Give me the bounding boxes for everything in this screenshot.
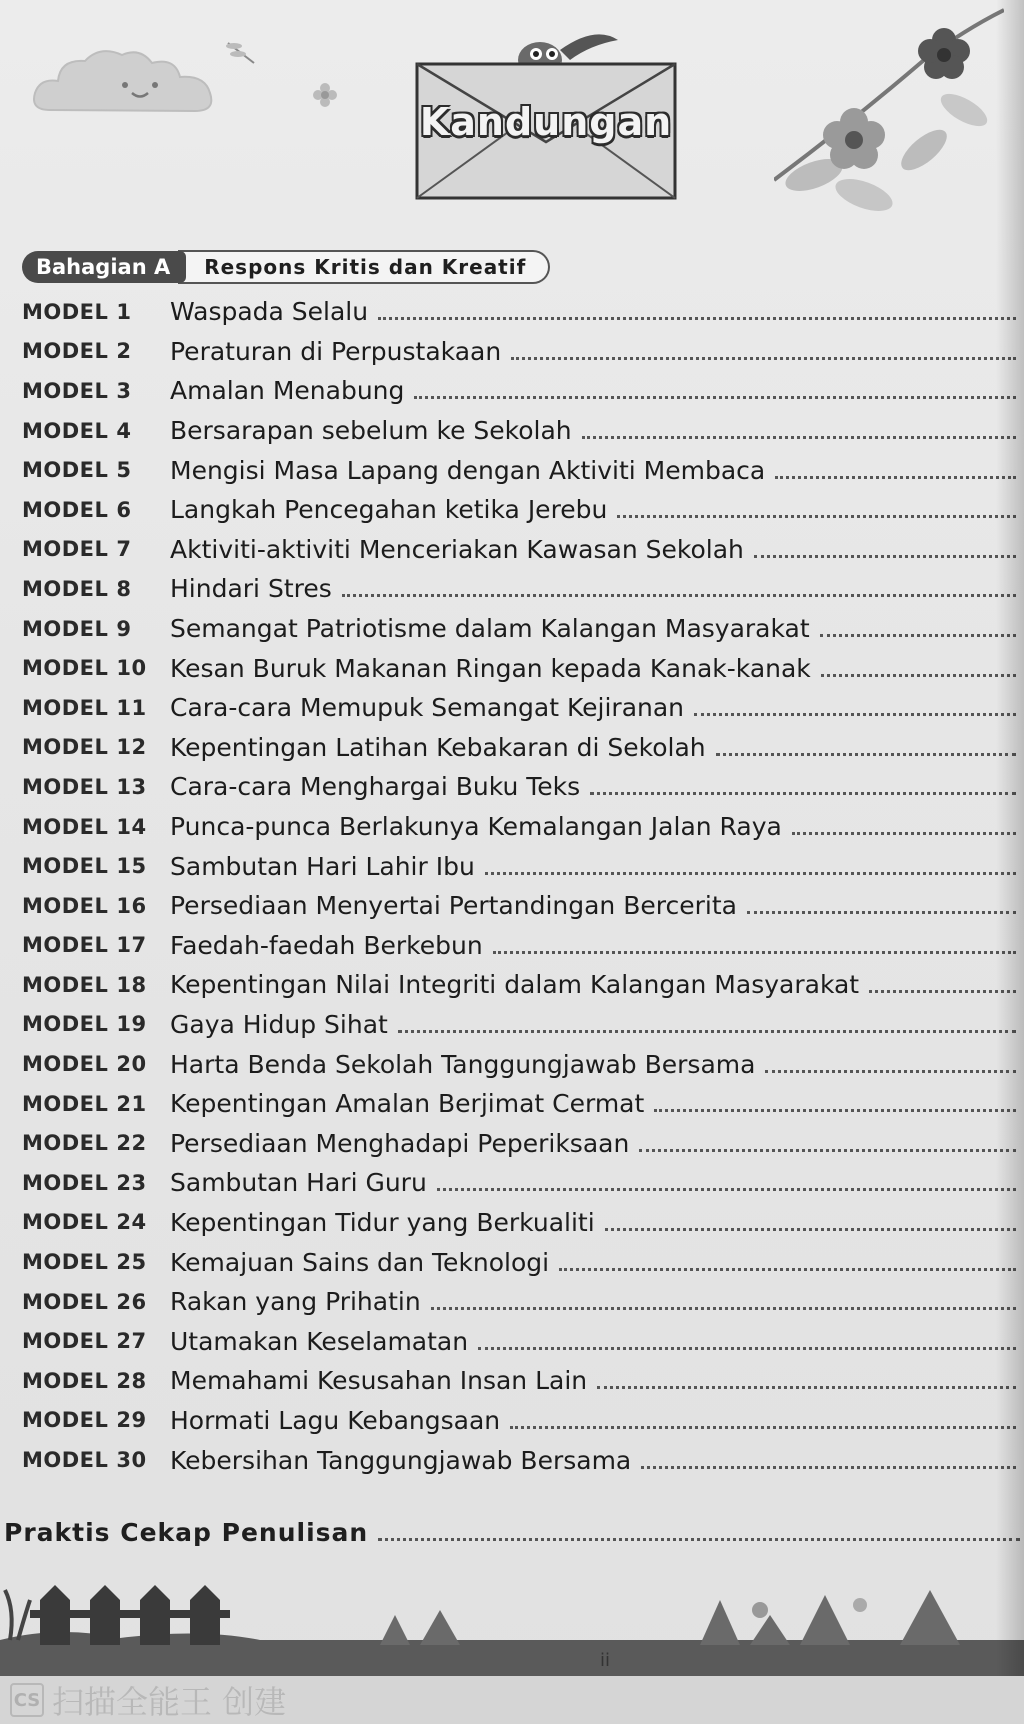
model-prefix: MODEL (22, 1329, 109, 1354)
entry-line (170, 574, 1016, 603)
model-prefix: MODEL (22, 299, 109, 324)
toc-entry (0, 569, 1024, 609)
model-prefix: MODEL (22, 576, 109, 601)
model-num: 11 (116, 695, 147, 720)
model-prefix: MODEL (22, 1289, 109, 1314)
entry-line (170, 931, 1016, 960)
dot-leader (716, 753, 1016, 756)
entry-title: Langkah Pencegahan ketika Jerebu (170, 495, 608, 525)
entry-line (170, 297, 1016, 326)
entry-title: Rakan yang Prihatin (170, 1287, 421, 1317)
model-num: 22 (116, 1131, 147, 1156)
dot-leader (511, 357, 1016, 360)
model-number (22, 1408, 172, 1432)
entry-title: Punca-punca Berlakunya Kemalangan Jalan Raya (170, 812, 782, 842)
entry-line (170, 535, 1016, 564)
model-num: 20 (116, 1052, 147, 1077)
entry-title: Bersarapan sebelum ke Sekolah (170, 416, 572, 446)
model-num: 27 (116, 1329, 147, 1354)
model-number (22, 1092, 172, 1116)
model-num: 9 (116, 616, 132, 641)
entry-title: Aktiviti-aktiviti Menceriakan Kawasan Sekolah (170, 534, 744, 564)
dragonfly-icon (220, 38, 260, 68)
model-number (22, 973, 172, 997)
model-num: 26 (116, 1289, 147, 1314)
model-number (22, 1131, 172, 1155)
model-num: 21 (116, 1091, 147, 1116)
entry-title: Cara-cara Memupuk Semangat Kejiranan (170, 693, 685, 723)
entry-line (170, 1168, 1016, 1197)
cloud-icon (30, 45, 220, 120)
toc-entry (0, 1005, 1024, 1045)
entry-title: Hormati Lagu Kebangsaan (170, 1405, 501, 1435)
toc-entry (0, 1440, 1024, 1480)
toc-entry (0, 411, 1024, 451)
model-prefix: MODEL (22, 1052, 109, 1077)
dot-leader (398, 1030, 1016, 1033)
entry-title: Persediaan Menyertai Pertandingan Bercerita (170, 891, 737, 921)
entry-line (170, 970, 1016, 999)
toc-entry (0, 450, 1024, 490)
model-num: 25 (116, 1250, 147, 1275)
entry-title: Kemajuan Sains dan Teknologi (170, 1247, 550, 1277)
toc-entry (0, 1282, 1024, 1322)
entry-line (170, 614, 1016, 643)
toc-entry (0, 1163, 1024, 1203)
entry-title: Sambutan Hari Guru (170, 1168, 427, 1198)
model-num: 15 (116, 854, 147, 879)
dot-leader (378, 317, 1016, 320)
entry-title: Faedah-faedah Berkebun (170, 930, 483, 960)
model-number (22, 696, 172, 720)
model-num: 14 (116, 814, 147, 839)
entry-line (170, 416, 1016, 445)
toc-entry (0, 1321, 1024, 1361)
entry-line (170, 337, 1016, 366)
dot-leader (605, 1228, 1016, 1231)
dot-leader (821, 674, 1016, 677)
dot-leader (617, 515, 1016, 518)
toc-entry (0, 609, 1024, 649)
model-num: 7 (116, 537, 132, 562)
model-number (22, 1210, 172, 1234)
entry-line (170, 772, 1016, 801)
model-number (22, 1329, 172, 1353)
entry-line (170, 1406, 1016, 1435)
model-prefix: MODEL (22, 378, 109, 403)
model-number (22, 537, 172, 561)
model-number (22, 775, 172, 799)
entry-line (170, 852, 1016, 881)
entry-line (170, 693, 1016, 722)
model-num: 5 (116, 458, 132, 483)
model-prefix: MODEL (22, 497, 109, 522)
model-number (22, 498, 172, 522)
dot-leader (641, 1466, 1016, 1469)
fence-grass-decoration (0, 1570, 1024, 1680)
dot-leader (869, 990, 1016, 993)
model-num: 3 (116, 378, 132, 403)
entry-line (170, 1129, 1016, 1158)
entry-title: Hindari Stres (170, 574, 332, 604)
toc-entry (0, 926, 1024, 966)
toc-entry (0, 728, 1024, 768)
model-prefix: MODEL (22, 735, 109, 760)
model-num: 16 (116, 893, 147, 918)
final-entry-title: Praktis Cekap Penulisan (4, 1517, 369, 1547)
entry-title: Amalan Menabung (170, 376, 405, 406)
dot-leader (754, 555, 1016, 558)
dot-leader (559, 1268, 1016, 1271)
entry-line (170, 376, 1016, 405)
model-prefix: MODEL (22, 814, 109, 839)
model-num: 1 (116, 299, 132, 324)
flower-branch-icon (774, 0, 1004, 230)
model-number (22, 1369, 172, 1393)
toc-list (0, 292, 1024, 1480)
model-number (22, 577, 172, 601)
model-number (22, 419, 172, 443)
toc-entry (0, 1242, 1024, 1282)
dot-leader (493, 951, 1016, 954)
model-prefix: MODEL (22, 1408, 109, 1433)
entry-title: Cara-cara Menghargai Buku Teks (170, 772, 581, 802)
model-num: 19 (116, 1012, 147, 1037)
model-number (22, 1448, 172, 1472)
section-tag: Bahagian A (22, 251, 186, 283)
toc-entry (0, 292, 1024, 332)
dot-leader (431, 1307, 1016, 1310)
dot-leader (510, 1426, 1016, 1429)
entry-title: Kepentingan Tidur yang Berkualiti (170, 1207, 595, 1237)
entry-title: Sambutan Hari Lahir Ibu (170, 851, 475, 881)
camscanner-logo-icon: CS (10, 1683, 44, 1717)
model-num: 12 (116, 735, 147, 760)
model-num: 30 (116, 1448, 147, 1473)
model-prefix: MODEL (22, 933, 109, 958)
toc-entry (0, 965, 1024, 1005)
model-num: 13 (116, 774, 147, 799)
entry-title: Mengisi Masa Lapang dengan Aktiviti Membaca (170, 455, 766, 485)
entry-line (170, 1010, 1016, 1039)
model-number (22, 894, 172, 918)
model-prefix: MODEL (22, 1012, 109, 1037)
dot-leader (639, 1149, 1016, 1152)
dot-leader (414, 396, 1016, 399)
entry-title: Memahami Kesusahan Insan Lain (170, 1366, 588, 1396)
model-prefix: MODEL (22, 339, 109, 364)
model-number (22, 1250, 172, 1274)
entry-line (170, 1446, 1016, 1475)
model-num: 24 (116, 1210, 147, 1235)
dot-leader (765, 1070, 1016, 1073)
model-number (22, 1171, 172, 1195)
toc-entry (0, 1084, 1024, 1124)
model-prefix: MODEL (22, 616, 109, 641)
entry-title: Semangat Patriotisme dalam Kalangan Masyarakat (170, 614, 810, 644)
model-prefix: MODEL (22, 1131, 109, 1156)
model-num: 28 (116, 1368, 147, 1393)
model-num: 10 (116, 656, 147, 681)
section-header (22, 250, 550, 284)
scanner-watermark (10, 1680, 286, 1720)
entry-line (170, 495, 1016, 524)
entry-line (170, 1366, 1016, 1395)
model-number (22, 735, 172, 759)
toc-entry (0, 332, 1024, 372)
dot-leader (792, 832, 1016, 835)
page-title: Kandungan (419, 100, 673, 144)
model-number (22, 1012, 172, 1036)
entry-line (170, 1089, 1016, 1118)
toc-entry (0, 490, 1024, 530)
model-prefix: MODEL (22, 893, 109, 918)
entry-title: Kesan Buruk Makanan Ringan kepada Kanak-kanak (170, 653, 811, 683)
model-number (22, 339, 172, 363)
model-prefix: MODEL (22, 1091, 109, 1116)
toc-entry (0, 1401, 1024, 1441)
model-number (22, 617, 172, 641)
toc-entry (0, 1123, 1024, 1163)
model-num: 2 (116, 339, 132, 364)
model-number (22, 656, 172, 680)
model-number (22, 300, 172, 324)
toc-entry (0, 767, 1024, 807)
model-num: 8 (116, 576, 132, 601)
entry-line (170, 1287, 1016, 1316)
section-label: Respons Kritis dan Kreatif (178, 250, 550, 284)
entry-title: Kepentingan Latihan Kebakaran di Sekolah (170, 732, 706, 762)
model-number (22, 854, 172, 878)
model-number (22, 815, 172, 839)
dot-leader (485, 872, 1016, 875)
page-edge-shadow (996, 0, 1024, 1724)
model-number (22, 1052, 172, 1076)
dot-leader (342, 594, 1016, 597)
model-number (22, 458, 172, 482)
page-number: ii (600, 1650, 611, 1671)
entry-title: Utamakan Keselamatan (170, 1326, 469, 1356)
toc-entry (0, 688, 1024, 728)
model-prefix: MODEL (22, 1448, 109, 1473)
entry-title: Gaya Hidup Sihat (170, 1009, 388, 1039)
model-num: 18 (116, 972, 147, 997)
model-number (22, 379, 172, 403)
dot-leader (378, 1538, 1020, 1541)
toc-entry (0, 1044, 1024, 1084)
toc-entry (0, 648, 1024, 688)
dot-leader (437, 1188, 1016, 1191)
entry-title: Peraturan di Perpustakaan (170, 336, 502, 366)
toc-entry (0, 807, 1024, 847)
model-prefix: MODEL (22, 1250, 109, 1275)
entry-line (170, 1208, 1016, 1237)
entry-title: Kepentingan Nilai Integriti dalam Kalangan Masyarakat (170, 970, 860, 1000)
model-prefix: MODEL (22, 1210, 109, 1235)
entry-line (170, 1050, 1016, 1079)
dot-leader (654, 1109, 1016, 1112)
small-flower-icon (310, 80, 340, 110)
model-prefix: MODEL (22, 1368, 109, 1393)
model-prefix: MODEL (22, 537, 109, 562)
toc-entry (0, 846, 1024, 886)
model-prefix: MODEL (22, 972, 109, 997)
entry-line (170, 812, 1016, 841)
toc-entry (0, 371, 1024, 411)
model-prefix: MODEL (22, 774, 109, 799)
model-num: 4 (116, 418, 132, 443)
model-number (22, 1290, 172, 1314)
entry-title: Persediaan Menghadapi Peperiksaan (170, 1128, 630, 1158)
model-prefix: MODEL (22, 695, 109, 720)
dot-leader (694, 713, 1016, 716)
model-num: 23 (116, 1170, 147, 1195)
toc-entry (0, 1361, 1024, 1401)
watermark-text: 扫描全能王 创建 (52, 1683, 287, 1721)
toc-entry (0, 530, 1024, 570)
dot-leader (590, 792, 1016, 795)
entry-line (170, 1327, 1016, 1356)
model-prefix: MODEL (22, 656, 109, 681)
entry-line (170, 891, 1016, 920)
model-prefix: MODEL (22, 418, 109, 443)
model-num: 6 (116, 497, 132, 522)
model-prefix: MODEL (22, 458, 109, 483)
dot-leader (597, 1386, 1016, 1389)
toc-entry (0, 1203, 1024, 1243)
entry-title: Harta Benda Sekolah Tanggungjawab Bersama (170, 1049, 756, 1079)
dot-leader (775, 476, 1016, 479)
entry-title: Kepentingan Amalan Berjimat Cermat (170, 1089, 645, 1119)
model-prefix: MODEL (22, 1170, 109, 1195)
entry-line (170, 733, 1016, 762)
dot-leader (478, 1347, 1016, 1350)
entry-title: Waspada Selalu (170, 297, 369, 327)
model-prefix: MODEL (22, 854, 109, 879)
dot-leader (747, 911, 1016, 914)
toc-final-entry (0, 1510, 1020, 1554)
entry-line (170, 654, 1016, 683)
toc-entry (0, 886, 1024, 926)
entry-line (170, 456, 1016, 485)
model-num: 29 (116, 1408, 147, 1433)
model-num: 17 (116, 933, 147, 958)
entry-line (170, 1248, 1016, 1277)
dot-leader (820, 634, 1016, 637)
model-number (22, 933, 172, 957)
dot-leader (582, 436, 1016, 439)
entry-title: Kebersihan Tanggungjawab Bersama (170, 1445, 632, 1475)
